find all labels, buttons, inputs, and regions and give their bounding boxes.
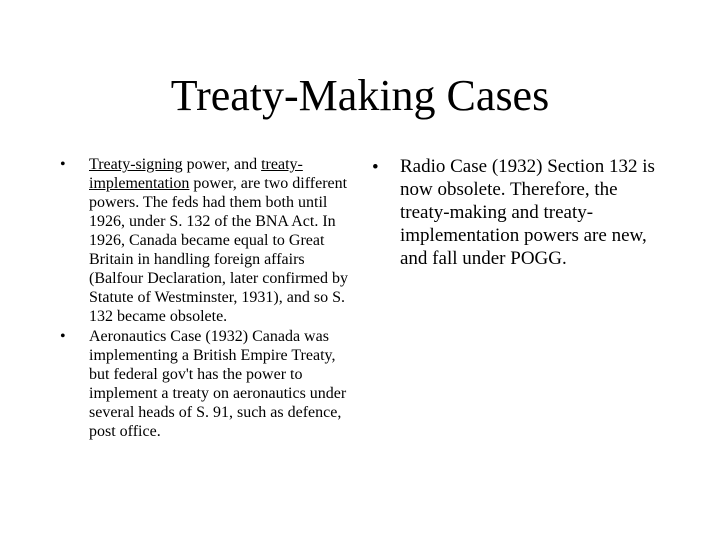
term-treaty-implementation: treaty-implementation <box>89 156 303 192</box>
list-item <box>60 327 350 441</box>
right-bullet-list <box>372 155 672 270</box>
list-item <box>372 155 672 270</box>
bullet-icon: • <box>60 156 66 173</box>
bullet-text: Radio Case (1932) Section 132 is now obsolete. Therefore, the treaty-making and treaty-implementation powers are new, and fall under POGG. <box>400 156 655 269</box>
slide-title: Treaty-Making Cases <box>170 71 550 120</box>
bullet-text: Aeronautics Case (1932) Canada was implementing a British Empire Treaty, but federal gov't has the power to implement a treaty on aeronautics under several heads of S. 91, such as defence, post office. <box>89 328 347 440</box>
bullet-icon: • <box>372 157 379 178</box>
bullet-text-segment: power, are two different powers. The feds had them both until 1926, under S. 132 of the BNA Act. In 1926, Canada became equal to Great Britain in handling foreign affairs (Balfour Declaration, later confirmed by Statute of Westminster, 1931), and so S. 132 became obsolete. <box>89 175 348 325</box>
bullet-icon: • <box>60 328 66 345</box>
list-item <box>60 155 350 326</box>
term-treaty-signing: Treaty-signing <box>89 156 183 173</box>
bullet-text-segment: power, and <box>182 156 262 173</box>
left-bullet-list <box>60 155 350 441</box>
bullet-text <box>89 155 351 326</box>
